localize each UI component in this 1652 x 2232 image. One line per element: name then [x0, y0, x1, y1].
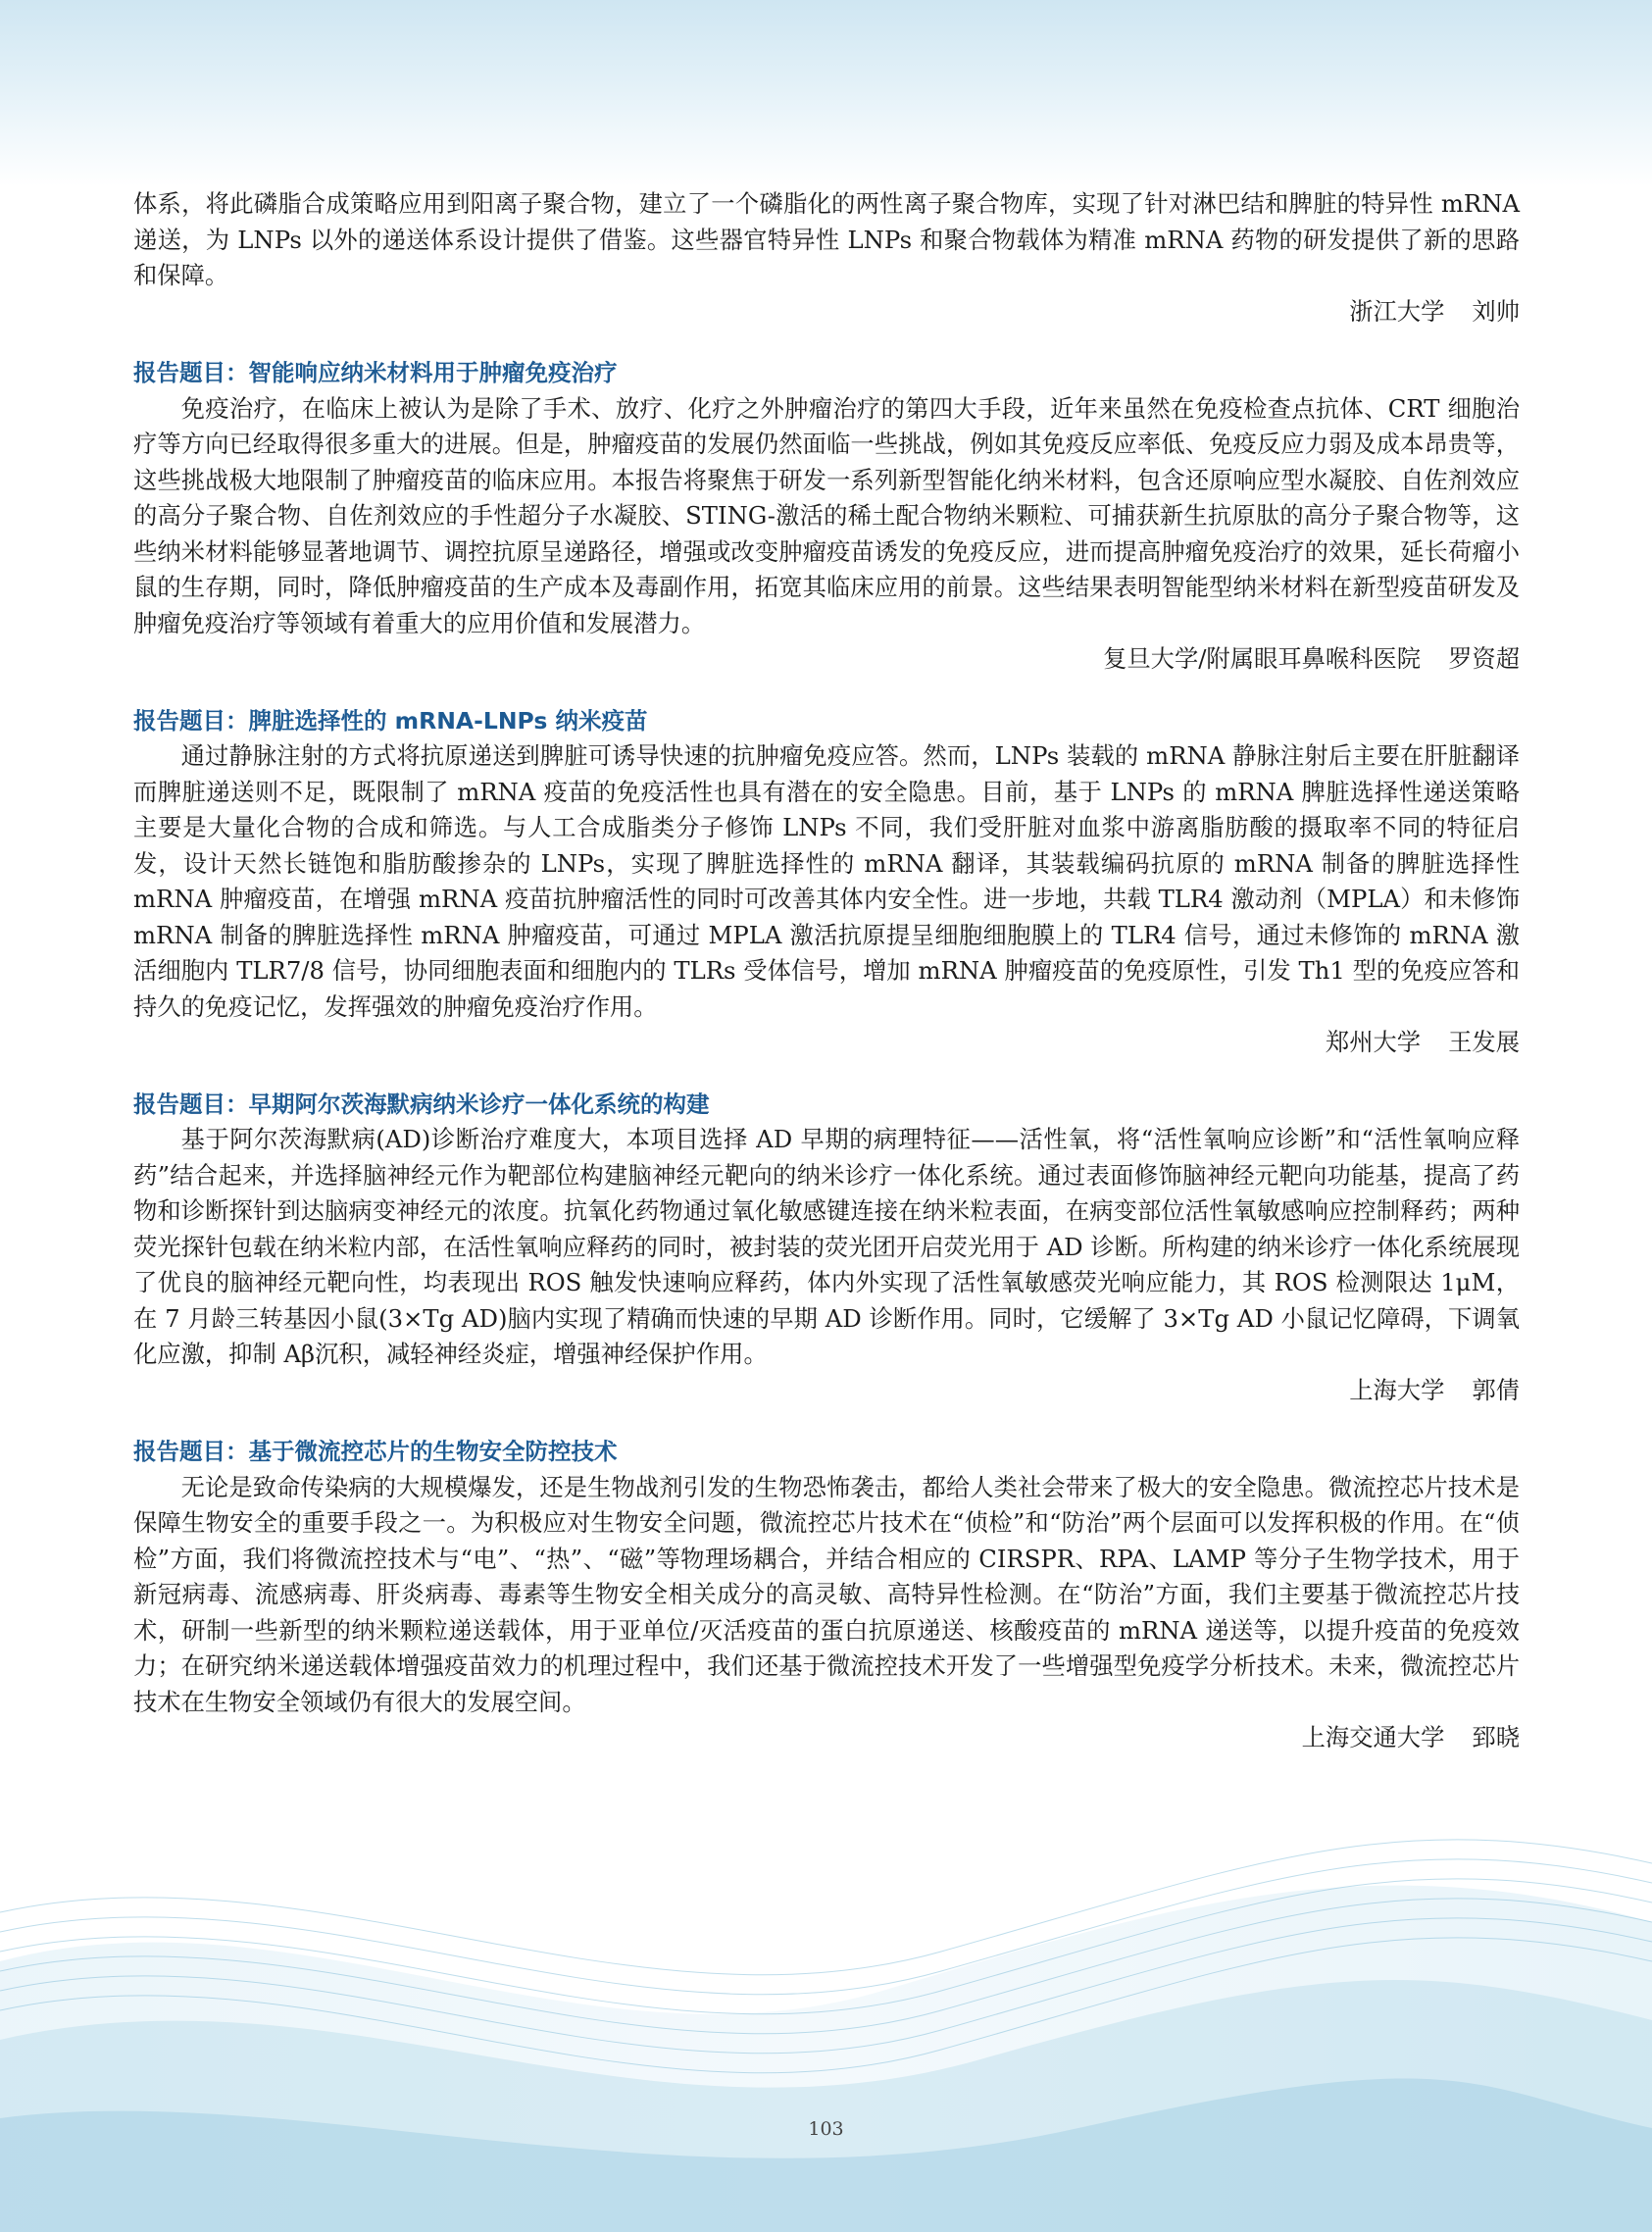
page-content	[133, 186, 1520, 1756]
affiliation: 浙江大学	[1349, 296, 1445, 326]
affiliation: 上海大学	[1349, 1375, 1445, 1404]
affiliation: 郑州大学	[1325, 1028, 1422, 1056]
report-title: 报告题目：基于微流控芯片的生物安全防控技术	[133, 1438, 618, 1465]
author-name: 刘帅	[1472, 296, 1520, 326]
header-gradient-background	[0, 0, 1652, 186]
report-section	[133, 355, 1520, 678]
report-byline	[133, 1720, 1520, 1756]
page-number: 103	[808, 2118, 844, 2140]
report-abstract: 通过静脉注射的方式将抗原递送到脾脏可诱导快速的抗肿瘤免疫应答。然而，LNPs 装载的 mRNA 静脉注射后主要在肝脏翻译而脾脏递送则不足，既限制了 mRNA 疫苗的免疫活性也具有潜在的安全隐患。目前，基于 LNPs 的 mRNA 脾脏选择性递送策略主要是大量化合物的合成和筛选。与人工合成脂类分子修饰 LNPs 不同，我们受肝脏对血浆中游离脂肪酸的摄取率不同的特征启发，设计天然长链饱和脂肪酸掺杂的 LNPs，实现了脾脏选择性的 mRNA 翻译，其装载编码抗原的 mRNA 制备的脾脏选择性 mRNA 肿瘤疫苗，在增强 mRNA 疫苗抗肿瘤活性的同时可改善其体内安全性。进一步地，共载 TLR4 激动剂（MPLA）和未修饰 mRNA 制备的脾脏选择性 mRNA 肿瘤疫苗，可通过 MPLA 激活抗原提呈细胞细胞膜上的 TLR4 信号，通过未修饰的 mRNA 激活细胞内 TLR7/8 信号，协同细胞表面和细胞内的 TLRs 受体信号，增加 mRNA 肿瘤疫苗的免疫原性，引发 Th1 型的免疫应答和持久的免疫记忆，发挥强效的肿瘤免疫治疗作用。	[133, 741, 1521, 1021]
report-title: 报告题目：智能响应纳米材料用于肿瘤免疫治疗	[133, 359, 618, 386]
report-section	[133, 1087, 1520, 1409]
report-byline	[133, 1373, 1520, 1409]
report-abstract: 基于阿尔茨海默病(AD)诊断治疗难度大，本项目选择 AD 早期的病理特征——活性氧，将“活性氧响应诊断”和“活性氧响应释药”结合起来，并选择脑神经元作为靶部位构建脑神经元靶向的纳米诊疗一体化系统。通过表面修饰脑神经元靶向功能基，提高了药物和诊断探针到达脑病变神经元的浓度。抗氧化药物通过氧化敏感键连接在纳米粒表面，在病变部位活性氧敏感响应控制释药；两种荧光探针包载在纳米粒内部，在活性氧响应释药的同时，被封装的荧光团开启荧光用于 AD 诊断。所构建的纳米诊疗一体化系统展现了优良的脑神经元靶向性，均表现出 ROS 触发快速响应释药，体内外实现了活性氧敏感荧光响应能力，其 ROS 检测限达 1μM，在 7 月龄三转基因小鼠(3×Tg AD)脑内实现了精确而快速的早期 AD 诊断作用。同时，它缓解了 3×Tg AD 小鼠记忆障碍，下调氧化应激，抑制 Aβ沉积，减轻神经炎症，增强神经保护作用。	[133, 1125, 1520, 1368]
report-title: 报告题目：脾脏选择性的 mRNA-LNPs 纳米疫苗	[133, 706, 648, 735]
report-abstract: 免疫治疗，在临床上被认为是除了手术、放疗、化疗之外肿瘤治疗的第四大手段，近年来虽然在免疫检查点抗体、CRT 细胞治疗等方向已经取得很多重大的进展。但是，肿瘤疫苗的发展仍然面临一些挑战，例如其免疫反应率低、免疫反应力弱及成本昂贵等，这些挑战极大地限制了肿瘤疫苗的临床应用。本报告将聚焦于研发一系列新型智能化纳米材料，包含还原响应型水凝胶、自佐剂效应的高分子聚合物、自佐剂效应的手性超分子水凝胶、STING-激活的稀土配合物纳米颗粒、可捕获新生抗原肽的高分子聚合物等，这些纳米材料能够显著地调节、调控抗原呈递路径，增强或改变肿瘤疫苗诱发的免疫反应，进而提高肿瘤免疫治疗的效果，延长荷瘤小鼠的生存期，同时，降低肿瘤疫苗的生产成本及毒副作用，拓宽其临床应用的前景。这些结果表明智能型纳米材料在新型疫苗研发及肿瘤免疫治疗等领域有着重大的应用价值和发展潜力。	[133, 393, 1520, 637]
report-byline	[133, 641, 1520, 678]
author-name: 罗资超	[1448, 644, 1520, 673]
report-byline	[133, 1025, 1520, 1061]
report-abstract: 无论是致命传染病的大规模爆发，还是生物战剂引发的生物恐怖袭击，都给人类社会带来了极大的安全隐患。微流控芯片技术是保障生物安全的重要手段之一。为积极应对生物安全问题，微流控芯片技术在“侦检”和“防治”两个层面可以发挥积极的作用。在“侦检”方面，我们将微流控技术与“电”、“热”、“磁”等物理场耦合，并结合相应的 CIRSPR、RPA、LAMP 等分子生物学技术，用于新冠病毒、流感病毒、肝炎病毒、毒素等生物安全相关成分的高灵敏、高特异性检测。在“防治”方面，我们主要基于微流控芯片技术，研制一些新型的纳米颗粒递送载体，用于亚单位/灭活疫苗的蛋白抗原递送、核酸疫苗的 mRNA 递送等，以提升疫苗的免疫效力；在研究纳米递送载体增强疫苗效力的机理过程中，我们还基于微流控技术开发了一些增强型免疫学分析技术。未来，微流控芯片技术在生物安全领域仍有很大的发展空间。	[133, 1472, 1520, 1716]
affiliation: 上海交通大学	[1301, 1723, 1445, 1751]
report-section	[133, 1434, 1520, 1756]
intro-paragraph: 体系，将此磷脂合成策略应用到阳离子聚合物，建立了一个磷脂化的两性离子聚合物库，实现了针对淋巴结和脾脏的特异性 mRNA 递送，为 LNPs 以外的递送体系设计提供了借鉴。这些器官特异性 LNPs 和聚合物载体为精准 mRNA 药物的研发提供了新的思路和保障。	[133, 189, 1520, 289]
author-name: 郅晓	[1472, 1723, 1520, 1751]
report-title: 报告题目：早期阿尔茨海默病纳米诊疗一体化系统的构建	[133, 1090, 710, 1118]
affiliation: 复旦大学/附属眼耳鼻喉科医院	[1103, 644, 1422, 673]
intro-byline	[133, 294, 1520, 330]
report-section	[133, 703, 1520, 1061]
author-name: 王发展	[1448, 1028, 1520, 1056]
author-name: 郭倩	[1472, 1375, 1520, 1404]
